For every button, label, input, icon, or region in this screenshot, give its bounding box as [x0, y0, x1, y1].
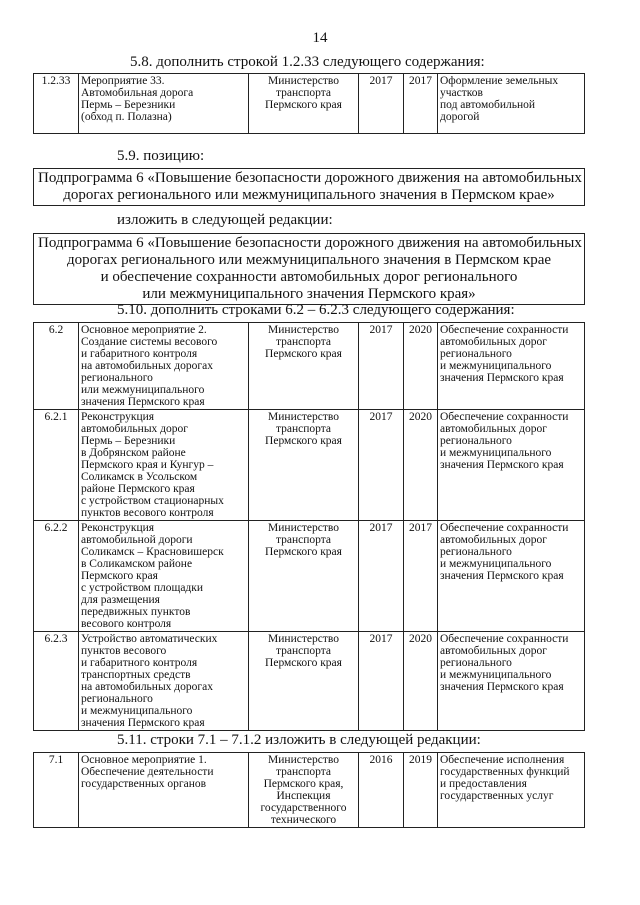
end-year: 2019 [404, 753, 438, 828]
text-line: государственных органов [81, 778, 207, 790]
text-line: значения Пермского края [440, 570, 564, 582]
section-5-10-intro: 5.10. дополнить строками 6.2 – 6.2.3 следующего содержания: [117, 302, 515, 318]
text-line: Мероприятие 33. [81, 75, 165, 87]
table-row [34, 323, 585, 410]
table-row [34, 410, 585, 521]
row-number: 7.1 [34, 753, 79, 828]
text-line: Инспекция [276, 790, 331, 802]
text-line: Основное мероприятие 2. [81, 324, 207, 336]
subprogram-old-box [33, 168, 585, 206]
page-number: 14 [312, 30, 328, 46]
text-line: регионального [81, 372, 153, 384]
text-line: автомобильной дороги [81, 534, 193, 546]
text-line: районе Пермского края [81, 483, 195, 495]
text-line: значения Пермского края [81, 396, 205, 408]
event-cell [79, 323, 249, 410]
start-year: 2017 [359, 74, 404, 134]
table-5-8 [33, 73, 585, 134]
text-line: автомобильных дорог [440, 645, 547, 657]
end-year: 2017 [404, 74, 438, 134]
text-line: Устройство автоматических [81, 633, 218, 645]
end-year: 2020 [404, 632, 438, 731]
result-cell [438, 521, 585, 632]
text-line: Пермского края [265, 546, 342, 558]
result-cell [438, 632, 585, 731]
text-line: в Соликамском районе [81, 558, 193, 570]
row-number: 6.2.3 [34, 632, 79, 731]
text-line: транспорта [275, 766, 332, 778]
section-5-11-intro: 5.11. строки 7.1 – 7.1.2 изложить в следующей редакции: [117, 732, 481, 748]
text-line: Реконструкция [81, 522, 155, 534]
text-line: транспорта [275, 87, 332, 99]
text-line: Пермского края [265, 348, 342, 360]
text-line: Пермского края [265, 657, 342, 669]
text-line: с устройством площадки [81, 582, 204, 594]
event-cell [79, 632, 249, 731]
event-cell [79, 74, 249, 134]
text-line: или межмуниципального значения Пермского края» [142, 286, 476, 302]
subprogram-new-box [33, 233, 585, 305]
table-5-11 [33, 752, 585, 828]
text-line: Реконструкция [81, 411, 155, 423]
start-year: 2017 [359, 323, 404, 410]
event-cell [79, 410, 249, 521]
event-cell [79, 521, 249, 632]
text-line: автомобильных дорог [440, 423, 547, 435]
text-line: Министерство [268, 411, 339, 423]
text-line: автомобильных дорог [440, 336, 547, 348]
text-line: Обеспечение сохранности [440, 522, 569, 534]
text-line: для размещения [81, 594, 160, 606]
section-5-9-intro-2: изложить в следующей редакции: [117, 212, 333, 228]
text-line: Соликамск в Усольском [81, 471, 198, 483]
text-line: значения Пермского края [81, 717, 205, 729]
text-line: и межмуниципального [440, 360, 552, 372]
text-line: и обеспечение сохранности автомобильных дорог регионального [100, 269, 518, 285]
text-line: Министерство [268, 324, 339, 336]
row-number: 6.2.1 [34, 410, 79, 521]
table-row [34, 753, 585, 828]
text-line: на автомобильных дорогах [81, 681, 213, 693]
result-cell [438, 753, 585, 828]
text-line: транспорта [275, 645, 332, 657]
text-line: Подпрограмма 6 «Повышение безопасности дорожного движения на автомобильных [38, 235, 582, 251]
table-5-10 [33, 322, 585, 731]
text-line: дорогах регионального или межмуниципального значения в Пермском крае [66, 252, 552, 268]
text-line: пунктов весового [81, 645, 167, 657]
text-line: Подпрограмма 6 «Повышение безопасности дорожного движения на автомобильных [38, 170, 582, 186]
text-line: государственного [260, 802, 347, 814]
table-row [34, 632, 585, 731]
text-line: транспорта [275, 336, 332, 348]
text-line: Министерство [268, 522, 339, 534]
text-line: значения Пермского края [440, 681, 564, 693]
executor-cell [249, 632, 359, 731]
text-line: Пермь – Березники [81, 99, 176, 111]
text-line: регионального [440, 348, 512, 360]
start-year: 2017 [359, 632, 404, 731]
text-line: пунктов весового контроля [81, 507, 214, 519]
text-line: Соликамск – Красновишерск [81, 546, 224, 558]
text-line: регионального [440, 657, 512, 669]
text-line: регионального [440, 546, 512, 558]
text-line: под автомобильной [440, 99, 536, 111]
section-5-9-intro: 5.9. позицию: [117, 148, 205, 164]
row-number: 1.2.33 [34, 74, 79, 134]
text-line: Создание системы весового [81, 336, 218, 348]
text-line: Обеспечение исполнения [440, 754, 565, 766]
text-line: Пермского края, [263, 778, 344, 790]
executor-cell [249, 410, 359, 521]
text-line: с устройством стационарных [81, 495, 224, 507]
text-line: весового контроля [81, 618, 172, 630]
text-line: в Добрянском районе [81, 447, 186, 459]
text-line: передвижных пунктов [81, 606, 191, 618]
row-number: 6.2.2 [34, 521, 79, 632]
text-line: Оформление земельных [440, 75, 559, 87]
text-line: и межмуниципального [81, 705, 193, 717]
text-line: государственных услуг [440, 790, 554, 802]
table-row [34, 74, 585, 134]
executor-cell [249, 74, 359, 134]
text-line: на автомобильных дорогах [81, 360, 213, 372]
text-line: Автомобильная дорога [81, 87, 194, 99]
text-line: и габаритного контроля [81, 657, 198, 669]
executor-cell [249, 323, 359, 410]
start-year: 2017 [359, 521, 404, 632]
section-5-8-intro: 5.8. дополнить строкой 1.2.33 следующего содержания: [130, 54, 485, 70]
text-line: Обеспечение сохранности [440, 411, 569, 423]
text-line: Пермского края [265, 99, 342, 111]
text-line: регионального [440, 435, 512, 447]
text-line: дорогой [440, 111, 480, 123]
executor-cell [249, 521, 359, 632]
text-line: Министерство [268, 754, 339, 766]
table-row [34, 521, 585, 632]
text-line: (обход п. Полазна) [81, 111, 172, 123]
text-line: Пермского края [265, 435, 342, 447]
text-line: автомобильных дорог [81, 423, 188, 435]
text-line: Министерство [268, 633, 339, 645]
text-line: дорогах регионального или межмуниципального значения в Пермском крае» [63, 187, 555, 203]
start-year: 2016 [359, 753, 404, 828]
text-line: и предоставления [440, 778, 527, 790]
end-year: 2020 [404, 410, 438, 521]
text-line: и габаритного контроля [81, 348, 198, 360]
text-line: Пермского края [81, 570, 158, 582]
text-line: Обеспечение сохранности [440, 633, 569, 645]
text-line: транспортных средств [81, 669, 191, 681]
text-line: или межмуниципального [81, 384, 205, 396]
start-year: 2017 [359, 410, 404, 521]
text-line: и межмуниципального [440, 558, 552, 570]
text-line: технического [270, 814, 337, 826]
text-line: значения Пермского края [440, 372, 564, 384]
text-line: государственных функций [440, 766, 570, 778]
text-line: Пермского края и Кунгур – [81, 459, 214, 471]
text-line: автомобильных дорог [440, 534, 547, 546]
text-line: и межмуниципального [440, 447, 552, 459]
text-line: транспорта [275, 423, 332, 435]
text-line: Пермь – Березники [81, 435, 176, 447]
text-line: значения Пермского края [440, 459, 564, 471]
end-year: 2020 [404, 323, 438, 410]
text-line: участков [440, 87, 483, 99]
text-line: Обеспечение деятельности [81, 766, 214, 778]
result-cell [438, 410, 585, 521]
executor-cell [249, 753, 359, 828]
event-cell [79, 753, 249, 828]
row-number: 6.2 [34, 323, 79, 410]
text-line: Основное мероприятие 1. [81, 754, 207, 766]
text-line: регионального [81, 693, 153, 705]
result-cell [438, 323, 585, 410]
text-line: транспорта [275, 534, 332, 546]
text-line: Обеспечение сохранности [440, 324, 569, 336]
end-year: 2017 [404, 521, 438, 632]
result-cell [438, 74, 585, 134]
text-line: и межмуниципального [440, 669, 552, 681]
text-line: Министерство [268, 75, 339, 87]
